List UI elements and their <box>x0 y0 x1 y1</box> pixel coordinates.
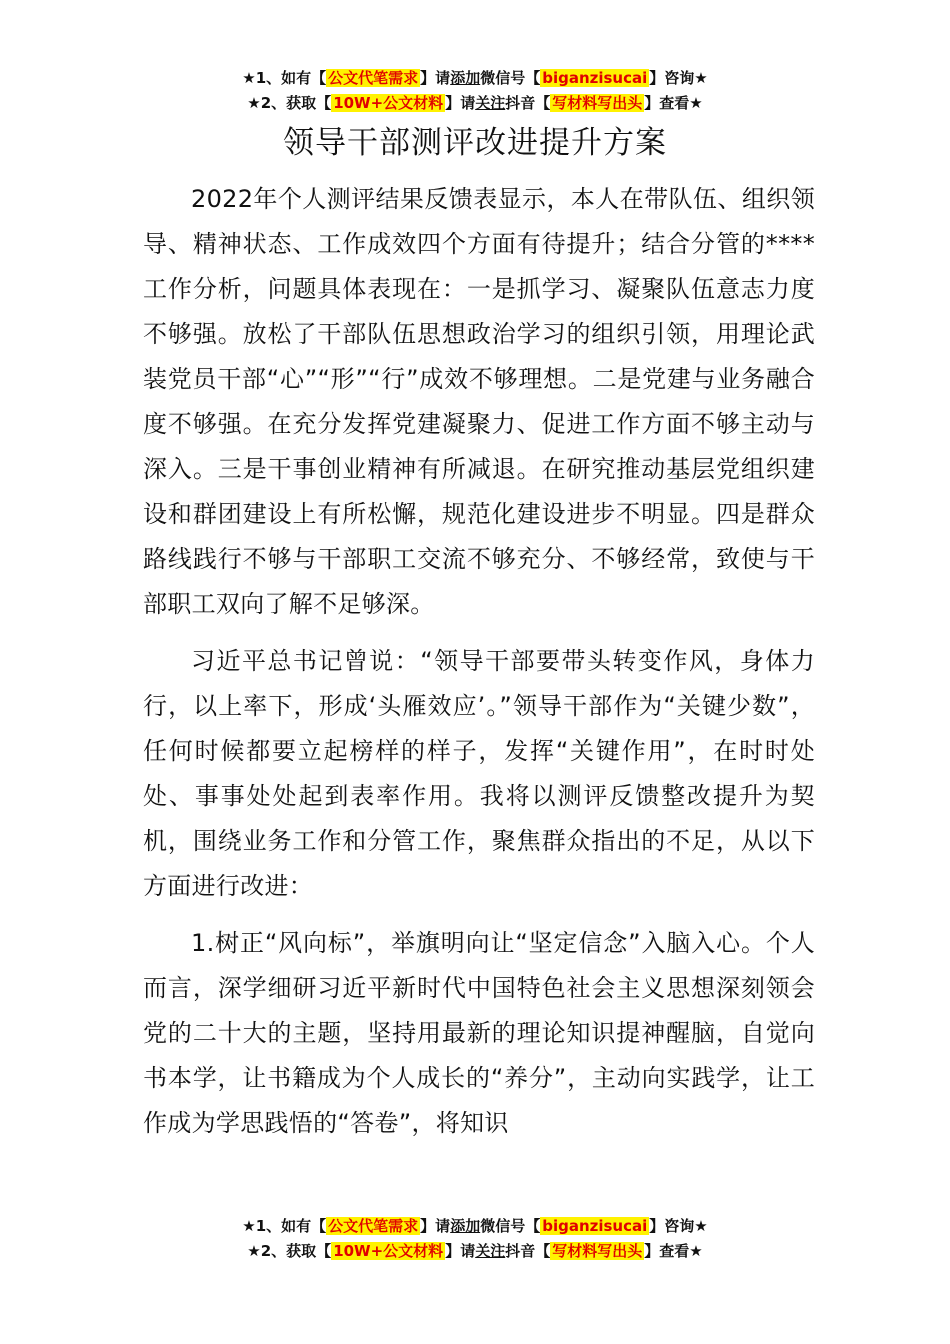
paragraph-3: 1.树正“风向标”，举旗明向让“坚定信念”入脑入心。个人而言，深学细研习近平新时代中国特色社会主义思想深刻领会党的二十大的主题，坚持用最新的理论知识提神醒脑，自觉向书本学，让书籍成为个人成长的“养分”，主动向实践学，让工作成为学思践悟的“答卷”，将知识 <box>143 929 815 1137</box>
banner-text: ★2、获取【 <box>247 1242 332 1260</box>
banner-text: 】查看★ <box>644 94 703 112</box>
banner-emphasis: 关注 <box>475 94 506 112</box>
banner-text: 】请 <box>445 1242 476 1260</box>
banner-text: 微信号【 <box>480 69 541 87</box>
footer-banner-line-1 <box>0 1214 950 1239</box>
banner-text: 】咨询★ <box>649 69 708 87</box>
footer-banner-line-2 <box>0 1239 950 1264</box>
banner-text: 抖音【 <box>505 94 551 112</box>
banner-highlight: biganzisucai <box>542 69 648 87</box>
banner-highlight: 写材料写出头 <box>552 94 643 112</box>
banner-emphasis: 添加 <box>450 69 481 87</box>
banner-text: ★1、如有【 <box>242 1217 327 1235</box>
banner-emphasis: 关注 <box>475 1242 506 1260</box>
banner-text: 微信号【 <box>480 1217 541 1235</box>
footer-banner <box>0 1214 950 1264</box>
document-title: 领导干部测评改进提升方案 <box>283 125 667 161</box>
banner-text: ★1、如有【 <box>242 69 327 87</box>
paragraph-1: 2022年个人测评结果反馈表显示，本人在带队伍、组织领导、精神状态、工作成效四个方面有待提升；结合分管的****工作分析，问题具体表现在：一是抓学习、凝聚队伍意志力度不够强。放松了干部队伍思想政治学习的组织引领，用理论武装党员干部“心”“形”“行”成效不够理想。二是党建与业务融合度不够强。在充分发挥党建凝聚力、促进工作方面不够主动与深入。三是干事创业精神有所减退。在研究推动基层党组织建设和群团建设上有所松懈，规范化建设进步不明显。四是群众路线践行不够与干部职工交流不够充分、不够经常，致使与干部职工双向了解不足够深。 <box>143 185 815 618</box>
paragraph-2: 习近平总书记曾说：“领导干部要带头转变作风，身体力行，以上率下，形成‘头雁效应’。”领导干部作为“关键少数”，任何时候都要立起榜样的样子，发挥“关键作用”，在时时处处、事事处处起到表率作用。我将以测评反馈整改提升为契机，围绕业务工作和分管工作，聚焦群众指出的不足，从以下方面进行改进： <box>143 647 815 900</box>
banner-text: 】咨询★ <box>649 1217 708 1235</box>
header-banner <box>0 66 950 116</box>
banner-text: 抖音【 <box>505 1242 551 1260</box>
header-banner-line-2 <box>0 91 950 116</box>
banner-emphasis: 添加 <box>450 1217 481 1235</box>
banner-text: 】请 <box>420 69 451 87</box>
banner-highlight: 公文代笔需求 <box>328 1217 419 1235</box>
banner-text: 】查看★ <box>644 1242 703 1260</box>
document-body <box>143 177 815 1146</box>
banner-highlight: 公文代笔需求 <box>328 69 419 87</box>
banner-text: 】请 <box>420 1217 451 1235</box>
banner-text: ★2、获取【 <box>247 94 332 112</box>
banner-highlight: 10W+公文材料 <box>333 94 444 112</box>
banner-highlight: 10W+公文材料 <box>333 1242 444 1260</box>
banner-highlight: 写材料写出头 <box>552 1242 643 1260</box>
banner-highlight: biganzisucai <box>542 1217 648 1235</box>
banner-text: 】请 <box>445 94 476 112</box>
header-banner-line-1 <box>0 66 950 91</box>
